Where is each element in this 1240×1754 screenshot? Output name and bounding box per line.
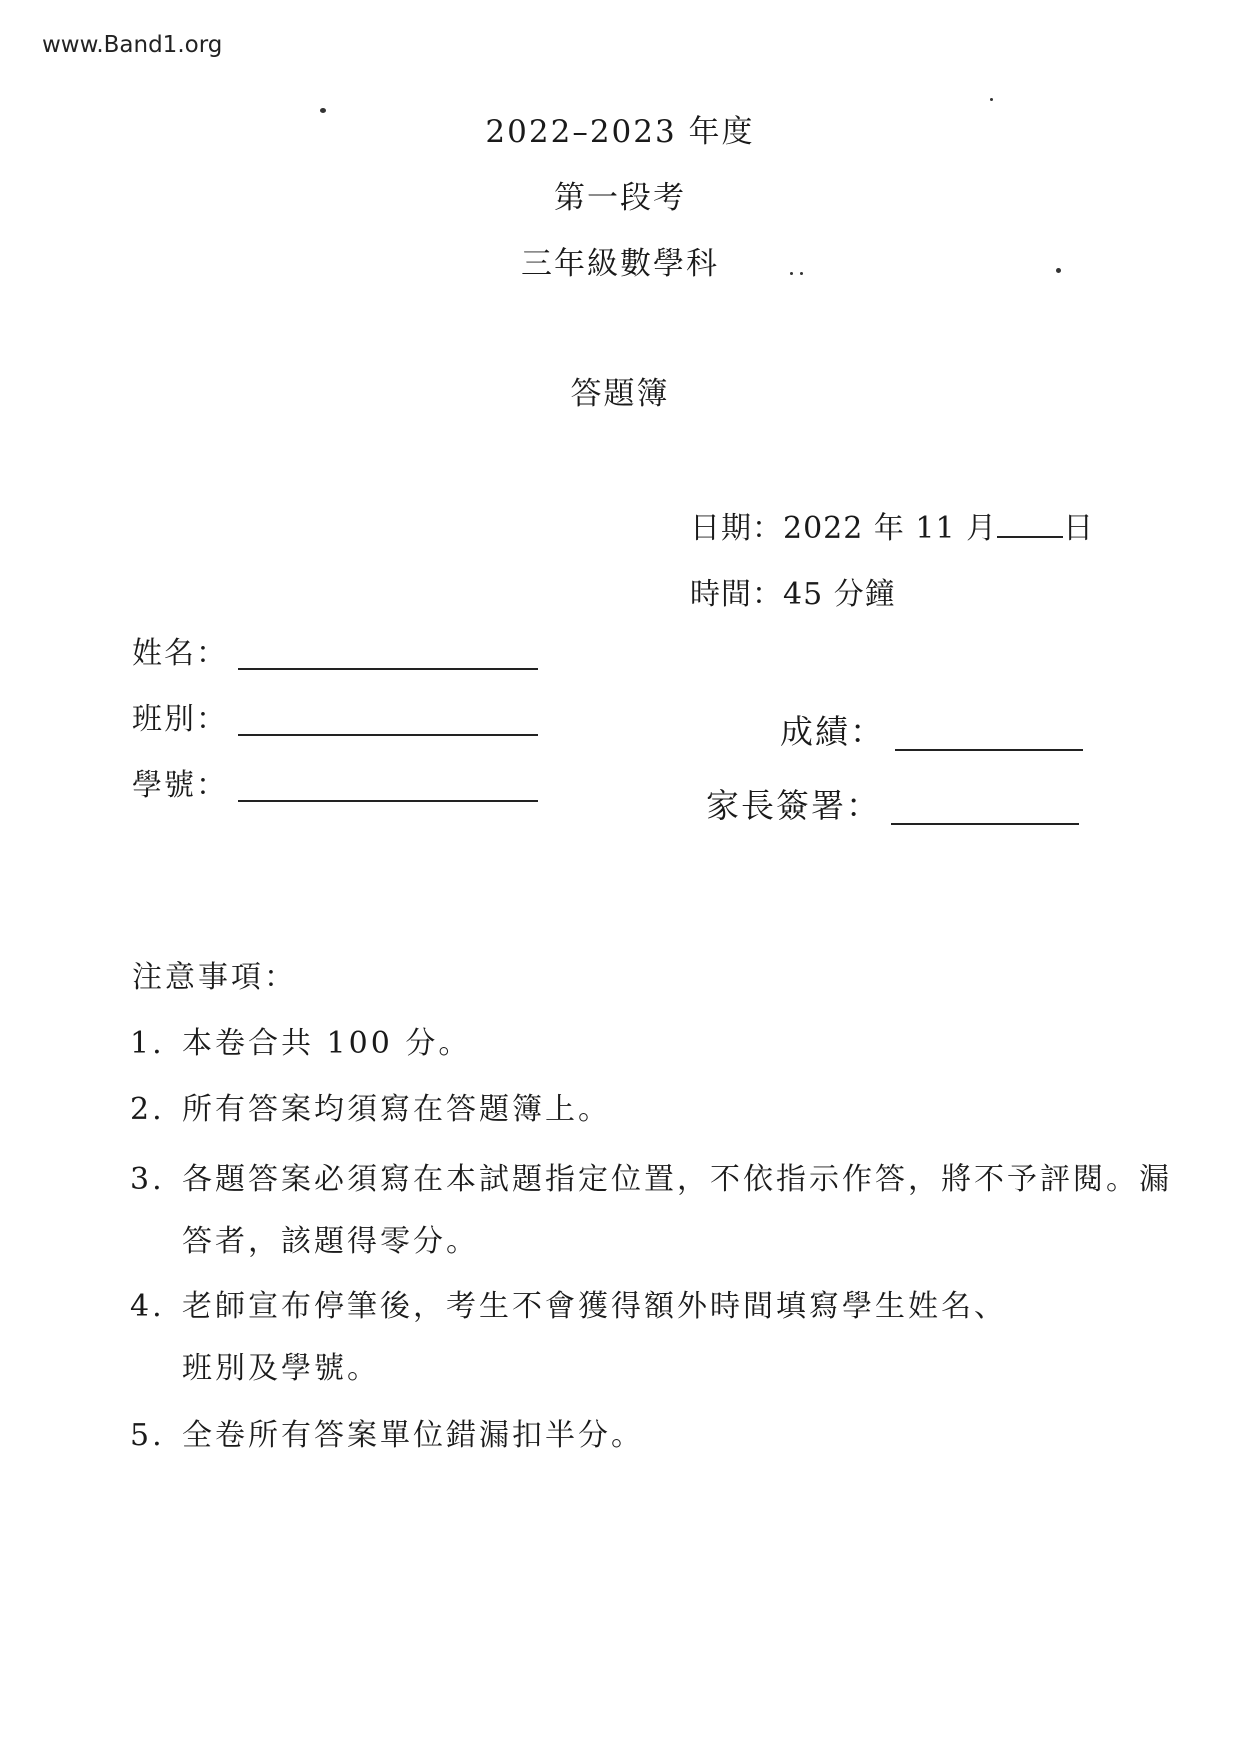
class-label: 班別： (132, 702, 228, 737)
exam-date (690, 503, 1094, 547)
parent-signature-label: 家長簽署： (706, 786, 881, 825)
class-input-line[interactable] (238, 732, 538, 736)
note-number: 4. (130, 1289, 165, 1324)
parent-signature-field (706, 780, 1079, 827)
name-input-line[interactable] (238, 666, 538, 670)
student-number-input-line[interactable] (238, 798, 538, 802)
scan-speck (1056, 268, 1061, 273)
subject-title: 三年級數學科 (521, 246, 719, 282)
scan-speck (790, 272, 793, 275)
score-field (780, 706, 1083, 753)
note-number: 1. (130, 1026, 165, 1061)
note-text: 本卷合共 100 分。 (182, 1026, 472, 1061)
parent-signature-input-line[interactable] (891, 821, 1079, 825)
note-text: 班別及學號。 (182, 1351, 380, 1386)
score-label: 成績： (780, 712, 885, 751)
student-number-label: 學號： (132, 768, 228, 803)
note-text: 所有答案均須寫在答題簿上。 (182, 1092, 611, 1127)
score-input-line[interactable] (895, 747, 1083, 751)
note-text: 全卷所有答案單位錯漏扣半分。 (182, 1418, 644, 1453)
notes-title: 注意事項： (132, 960, 297, 995)
scan-speck (320, 108, 326, 113)
note-number: 2. (130, 1092, 165, 1127)
note-text: 老師宣布停筆後，考生不會獲得額外時間填寫學生姓名、 (182, 1289, 1007, 1324)
note-number: 5. (130, 1418, 165, 1453)
note-number: 3. (130, 1162, 165, 1197)
date-suffix: 日 (1063, 511, 1095, 546)
exam-term: 第一段考 (554, 180, 686, 216)
scan-speck (800, 272, 803, 275)
school-year: 2022–2023 年度 (485, 114, 755, 150)
watermark-url: www.Band1.org (42, 32, 223, 58)
exam-duration: 時間：45 分鐘 (690, 577, 896, 612)
date-day-blank[interactable] (997, 514, 1063, 538)
scan-speck (990, 98, 993, 101)
student-number-field (132, 760, 538, 804)
date-label: 日期：2022 年 11 月 (690, 511, 998, 546)
note-text: 各題答案必須寫在本試題指定位置，不依指示作答，將不予評閱。漏 (182, 1162, 1172, 1197)
class-field (132, 694, 538, 738)
booklet-title: 答題簿 (570, 376, 670, 412)
name-label: 姓名： (132, 636, 228, 671)
note-text: 答者，該題得零分。 (182, 1224, 479, 1259)
name-field (132, 628, 538, 672)
